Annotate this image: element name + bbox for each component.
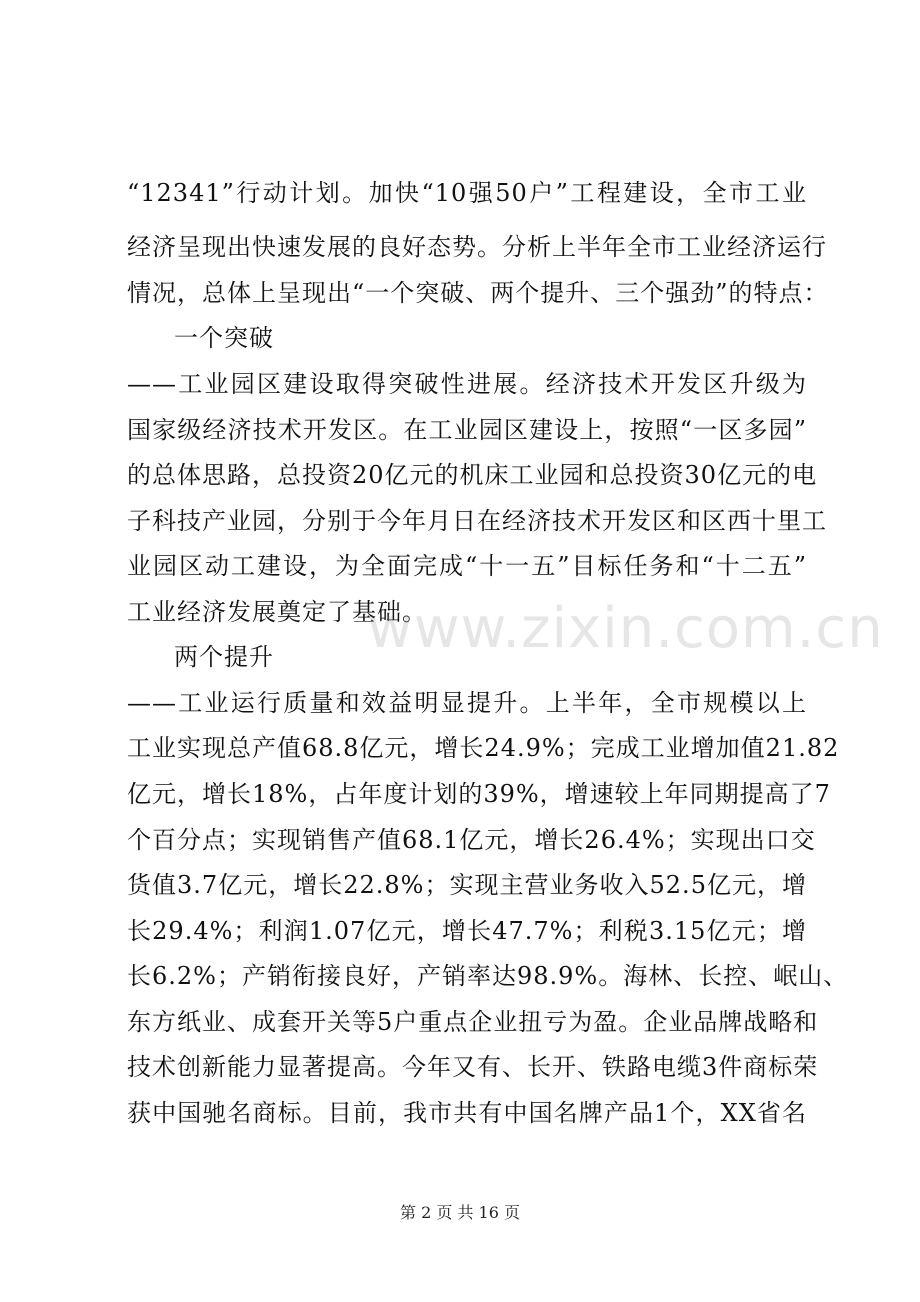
paragraph-line: 长6.2%；产销衔接良好，产销率达98.9%。海林、长控、岷山、 [127,962,849,990]
paragraph-line: 工业经济发展奠定了基础。 [127,598,427,626]
paragraph-line: 国家级经济技术开发区。在工业园区建设上，按照“一区多园” [127,416,807,444]
section-heading: 一个突破 [174,324,274,352]
watermark: www.zixin.com.cn [367,596,884,661]
paragraph-line: 亿元，增长18%，占年度计划的39%，增速较上年同期提高了7 [127,780,831,808]
paragraph-line: 的总体思路，总投资20亿元的机床工业园和总投资30亿元的电 [127,461,818,489]
paragraph-line: 技术创新能力显著提高。今年又有、长开、铁路电缆3件商标荣 [127,1053,819,1081]
paragraph-line: 货值3.7亿元，增长22.8%；实现主营业务收入52.5亿元，增 [127,871,807,899]
paragraph-line: 长29.4%；利润1.07亿元，增长47.7%；利税3.15亿元；增 [127,917,807,945]
paragraph-line: 业园区动工建设，为全面完成“十一五”目标任务和“十二五” [127,552,807,580]
page-number-footer: 第 2 页 共 16 页 [400,1203,520,1222]
paragraph-line: 工业实现总产值68.8亿元，增长24.9%；完成工业增加值21.82 [127,734,840,762]
paragraph-line: 获中国驰名商标。目前，我市共有中国名牌产品1个，XX省名 [127,1099,807,1127]
paragraph-line: ——工业园区建设取得突破性进展。经济技术开发区升级为 [127,370,807,398]
paragraph-line: 子科技产业园，分别于今年月日在经济技术开发区和区西十里工 [127,507,827,535]
paragraph-line: ——工业运行质量和效益明显提升。上半年，全市规模以上 [127,689,807,717]
paragraph-line: “12341”行动计划。加快“10强50户”工程建设，全市工业 [127,179,807,207]
paragraph-line: 个百分点；实现销售产值68.1亿元，增长26.4%；实现出口交 [127,826,816,854]
section-heading: 两个提升 [174,643,274,671]
paragraph-line: 情况，总体上呈现出“一个突破、两个提升、三个强劲”的特点： [127,279,829,307]
paragraph-line: 经济呈现出快速发展的良好态势。分析上半年全市工业经济运行 [127,233,827,261]
paragraph-line: 东方纸业、成套开关等5户重点企业扭亏为盈。企业品牌战略和 [127,1008,819,1036]
